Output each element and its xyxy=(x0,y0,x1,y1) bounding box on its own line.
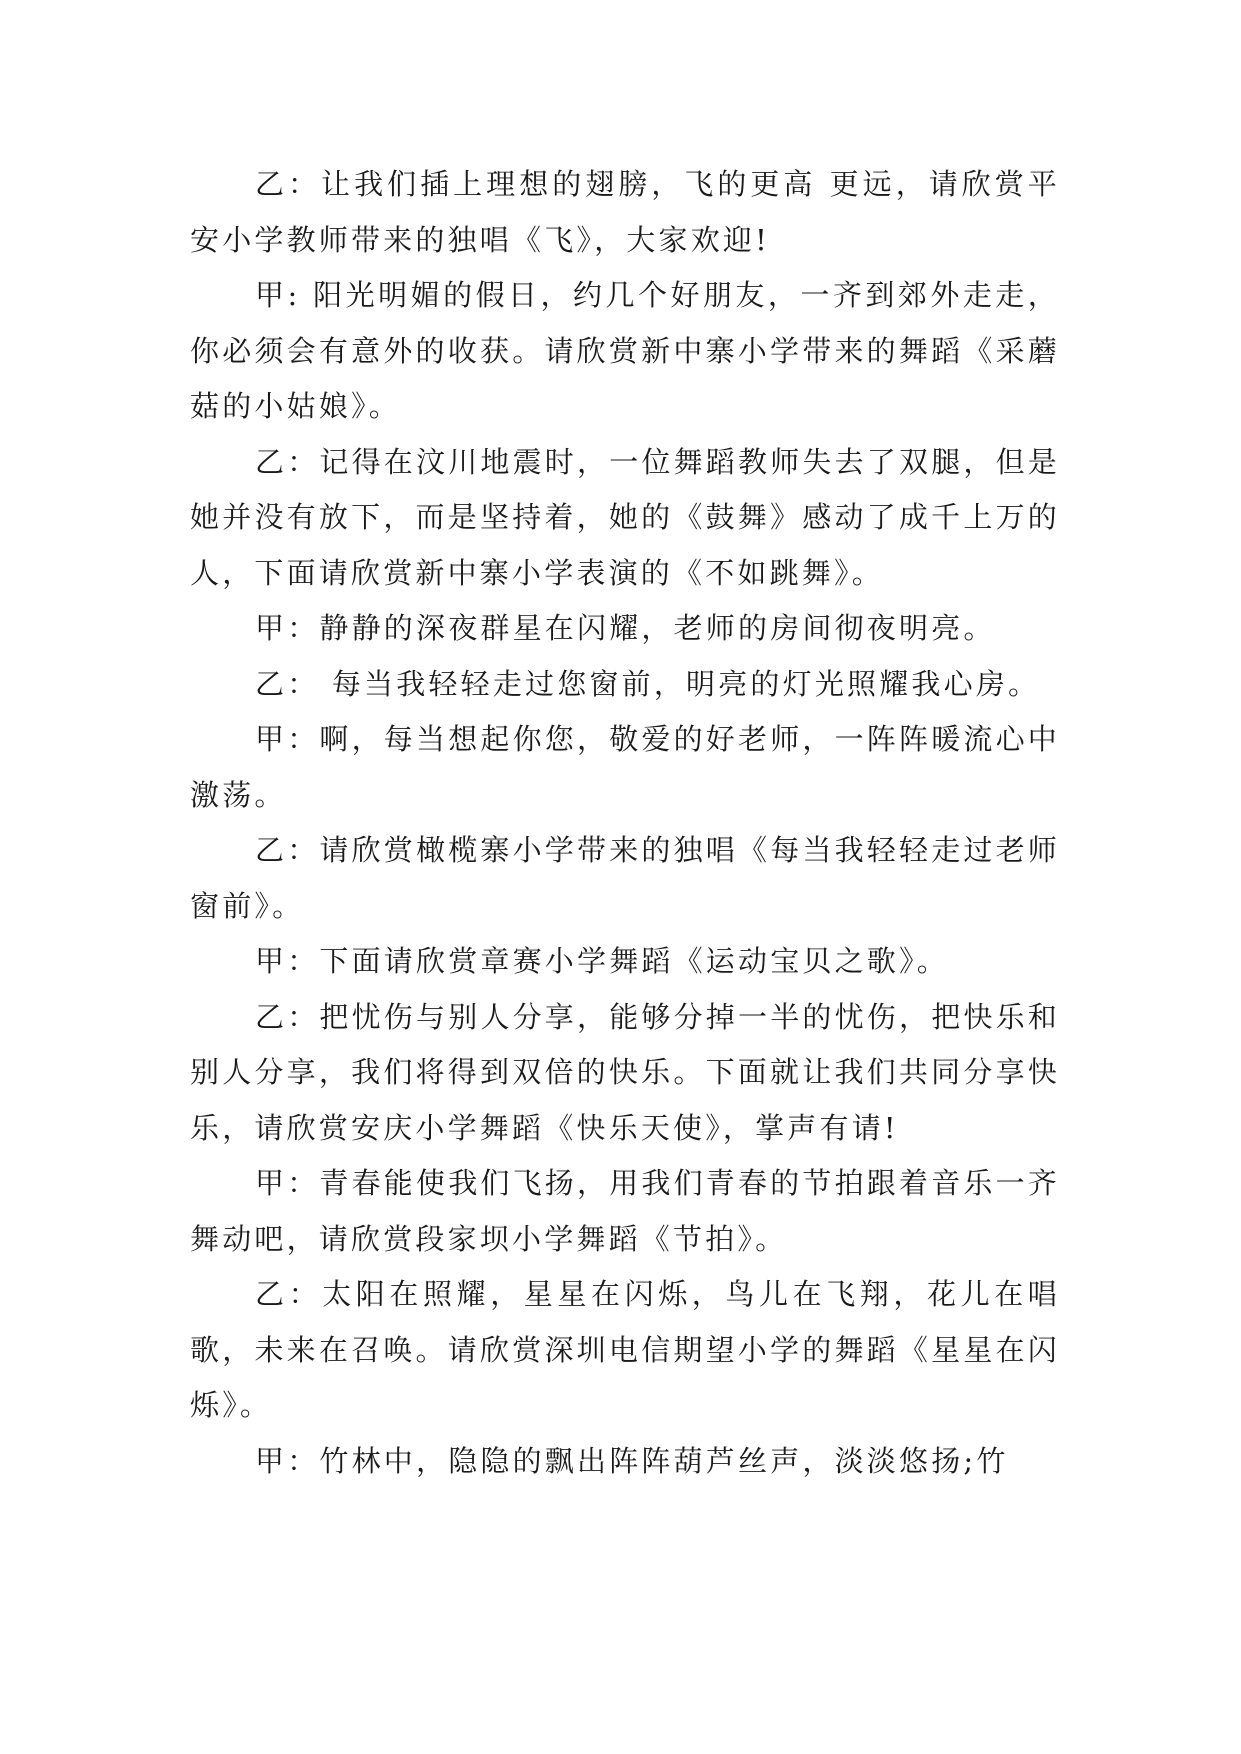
paragraph-9: 乙：把忧伤与别人分享，能够分掉一半的忧伤，把快乐和别人分享，我们将得到双倍的快乐。下面就让我们共同分享快乐，请欣赏安庆小学舞蹈《快乐天使》，掌声有请! xyxy=(190,999,1061,1145)
paragraph-7: 乙：请欣赏橄榄寨小学带来的独唱《每当我轻轻走过老师窗前》。 xyxy=(190,833,1061,923)
paragraph-4: 甲：静静的深夜群星在闪耀，老师的房间彻夜明亮。 xyxy=(255,611,996,645)
document-body xyxy=(190,157,1060,1489)
paragraph-6: 甲：啊，每当想起你您，敬爱的好老师，一阵阵暖流心中激荡。 xyxy=(190,722,1061,812)
paragraph-10: 甲：青春能使我们飞扬，用我们青春的节拍跟着音乐一齐舞动吧，请欣赏段家坝小学舞蹈《节拍》。 xyxy=(190,1166,1061,1256)
paragraph-3: 乙：记得在汶川地震时，一位舞蹈教师失去了双腿，但是她并没有放下，而是坚持着，她的《鼓舞》感动了成千上万的人，下面请欣赏新中寨小学表演的《不如跳舞》。 xyxy=(190,444,1061,590)
paragraph-1: 乙：让我们插上理想的翅膀，飞的更高 更远，请欣赏平安小学教师带来的独唱《飞》，大家欢迎! xyxy=(190,167,1060,257)
paragraph-11: 乙：太阳在照耀，星星在闪烁，鸟儿在飞翔，花儿在唱歌，未来在召唤。请欣赏深圳电信期望小学的舞蹈《星星在闪烁》。 xyxy=(190,1277,1060,1422)
paragraph-12: 甲：竹林中，隐隐的飘出阵阵葫芦丝声，淡淡悠扬;竹 xyxy=(255,1443,1009,1478)
paragraph-8: 甲：下面请欣赏章赛小学舞蹈《运动宝贝之歌》。 xyxy=(255,944,949,978)
paragraph-5: 乙： 每当我轻轻走过您窗前，明亮的灯光照耀我心房。 xyxy=(255,666,1041,701)
paragraph-2: 甲: 阳光明媚的假日，约几个好朋友，一齐到郊外走走，你必须会有意外的收获。请欣赏新中寨小学带来的舞蹈《采蘑菇的小姑娘》。 xyxy=(190,278,1060,423)
